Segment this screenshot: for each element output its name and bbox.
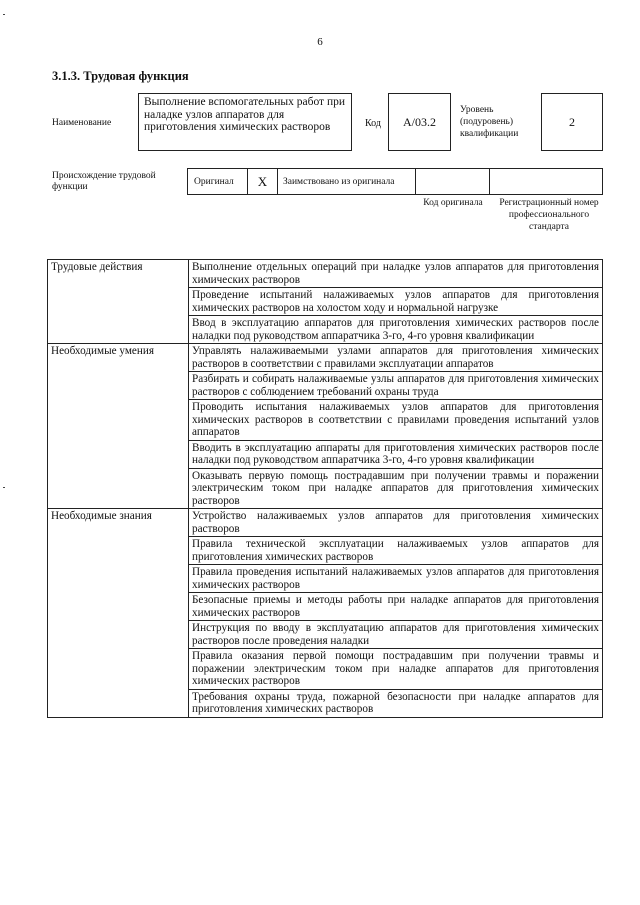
section-title: 3.1.3. Трудовая функция: [52, 69, 189, 83]
scan-mark: [3, 14, 5, 15]
table-cell: Ввод в эксплуатацию аппаратов для приготовления химических растворов после наладки под руководством аппаратчика 3-го, 4-го уровня квалификации: [189, 316, 603, 344]
registration-number-cell: [490, 169, 602, 194]
scan-mark: [3, 487, 5, 488]
table-cell: Оказывать первую помощь пострадавшим при получении травмы и поражении электрическим током при наладке аппаратов для приготовления химических растворов: [189, 468, 603, 509]
level-value-box: 2: [541, 93, 603, 151]
borrowed-label: Заимствовано из оригинала: [278, 169, 416, 194]
table-cell: Инструкция по вводу в эксплуатацию аппаратов для приготовления химических растворов после проведения наладки: [189, 621, 603, 649]
table-cell: Правила проведения испытаний налаживаемых узлов аппаратов для приготовления химических растворов: [189, 565, 603, 593]
original-code-cell: [416, 169, 490, 194]
table-cell: Проводить испытания налаживаемых узлов аппаратов для приготовления химических растворов в соответствии с правилами проведения испытаний узлов аппаратов: [189, 400, 603, 441]
section-label: Необходимые знания: [48, 509, 189, 718]
section-label: Необходимые умения: [48, 344, 189, 509]
name-label: Наименование: [52, 118, 112, 128]
table-row: [48, 509, 603, 537]
table-cell: Проведение испытаний налаживаемых узлов аппаратов для приготовления химических растворов на холостом ходу и нормальной нагрузке: [189, 288, 603, 316]
table-cell: Вводить в эксплуатацию аппараты для приготовления химических растворов после наладки под руководством аппаратчика 3-го, 4-го уровня квалификации: [189, 440, 603, 468]
origin-row: [187, 168, 603, 195]
table-cell: Устройство налаживаемых узлов аппаратов для приготовления химических растворов: [189, 509, 603, 537]
table-cell: Управлять налаживаемыми узлами аппаратов для приготовления химических растворов в соответствии с правилами эксплуатации аппаратов: [189, 344, 603, 372]
original-code-caption: Код оригинала: [423, 198, 483, 208]
table-row: [48, 344, 603, 372]
table-cell: Требования охраны труда, пожарной безопасности при наладке аппаратов для приготовления химических растворов: [189, 689, 603, 717]
table-cell: Разбирать и собирать налаживаемые узлы аппаратов для приготовления химических растворов с соблюдением требований охраны труда: [189, 372, 603, 400]
table-cell: Правила технической эксплуатации налаживаемых узлов аппаратов для приготовления химических растворов: [189, 537, 603, 565]
table-cell: Правила оказания первой помощи пострадавшим при получении травмы и поражении электрическим током при наладке аппаратов для приготовления химических растворов: [189, 649, 603, 690]
function-name-box: Выполнение вспомогательных работ при наладке узлов аппаратов для приготовления химических растворов: [138, 93, 352, 151]
original-mark: X: [248, 169, 278, 194]
level-label: Уровень (подуровень) квалификации: [460, 105, 519, 139]
table-cell: Выполнение отдельных операций при наладке узлов аппаратов для приготовления химических растворов: [189, 260, 603, 288]
function-details-table: [47, 259, 603, 718]
code-value-box: A/03.2: [388, 93, 451, 151]
page-number: 6: [317, 36, 323, 48]
registration-caption: Регистрационный номер профессионального стандарта: [499, 198, 599, 232]
origin-label: Происхождение трудовой функции: [52, 171, 156, 192]
code-label: Код: [365, 118, 381, 129]
table-cell: Безопасные приемы и методы работы при наладке аппаратов для приготовления химических растворов: [189, 593, 603, 621]
table-row: [48, 260, 603, 288]
section-label: Трудовые действия: [48, 260, 189, 344]
original-label: Оригинал: [188, 169, 248, 194]
